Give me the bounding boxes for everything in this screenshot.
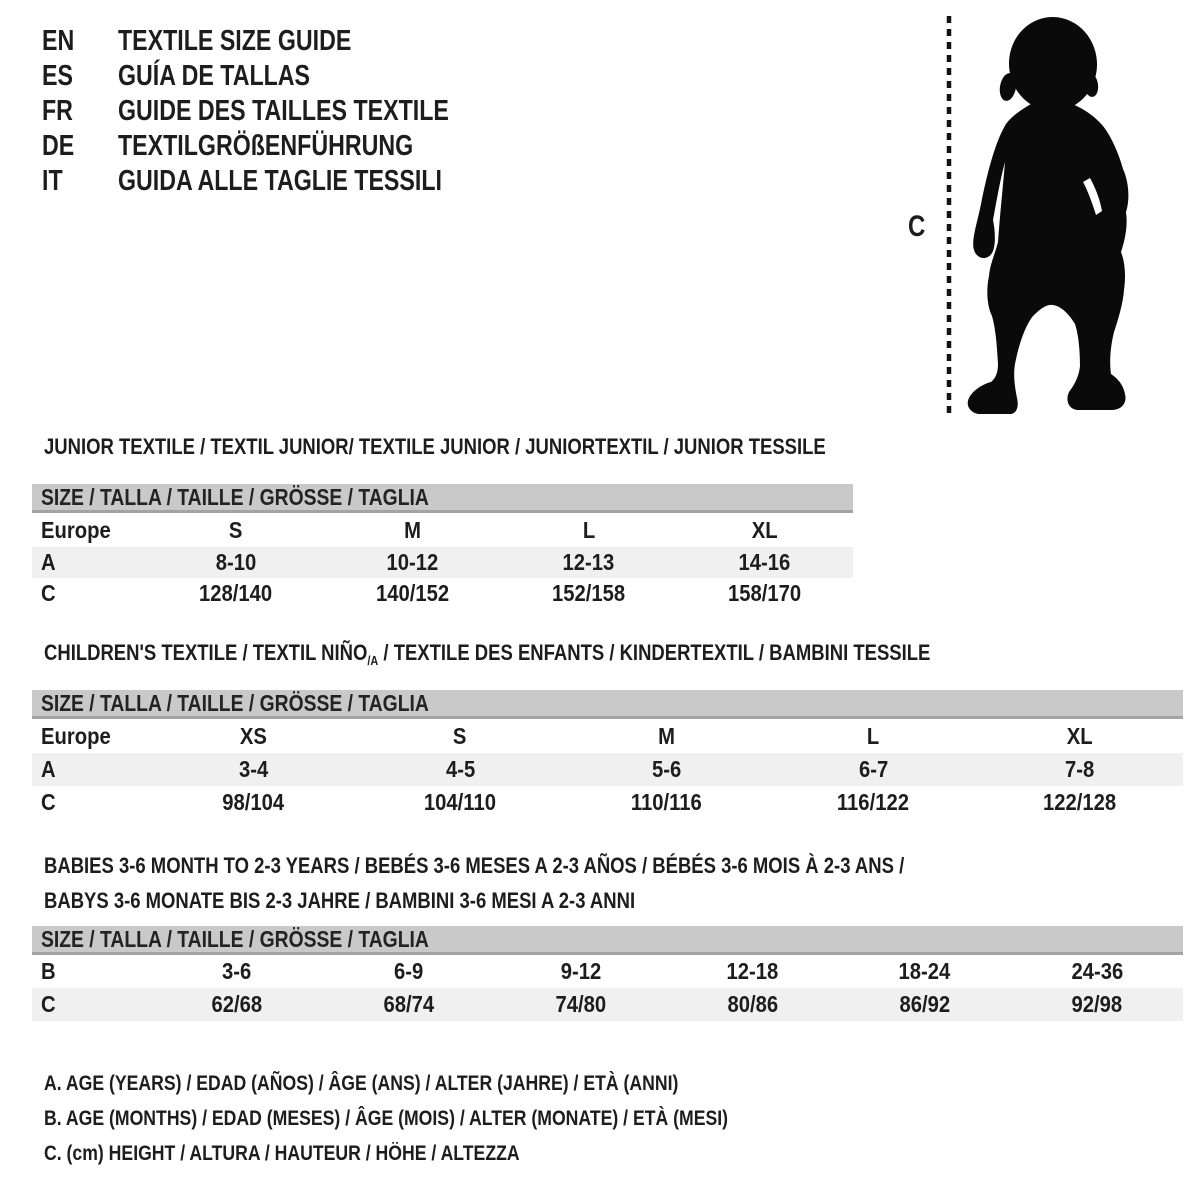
guide-title-es: GUÍA DE TALLAS: [118, 60, 311, 92]
size-cell: S: [453, 722, 467, 749]
age-cell: 14-16: [738, 549, 791, 575]
height-cell: 80/86: [727, 991, 779, 1017]
height-cell: 74/80: [555, 991, 606, 1017]
language-row-en: [42, 24, 551, 59]
age-cell: 6-7: [858, 756, 888, 782]
measure-legend: [44, 1066, 858, 1171]
children-row-europe: [32, 719, 1183, 753]
height-cell: 116/122: [837, 788, 910, 815]
height-cell: 152/158: [551, 580, 626, 606]
height-cell: 104/110: [424, 788, 497, 815]
size-cell: XL: [751, 516, 778, 543]
children-row-age: [32, 753, 1183, 786]
row-label: C: [41, 991, 56, 1017]
age-cell: 7-8: [1065, 756, 1095, 782]
language-code-de: DE: [42, 130, 75, 162]
language-code-es: ES: [42, 60, 73, 92]
age-cell: 10-12: [386, 549, 439, 575]
height-cell: 140/152: [375, 580, 449, 606]
height-cell: 158/170: [728, 580, 802, 606]
height-cell: 110/116: [631, 788, 703, 815]
height-cell: 92/98: [1071, 991, 1123, 1017]
language-code-it: IT: [42, 165, 63, 197]
height-cell: 86/92: [899, 991, 951, 1017]
junior-row-europe: [32, 513, 853, 547]
height-cell: 62/68: [211, 991, 262, 1017]
row-label: Europe: [41, 722, 111, 749]
row-label: B: [41, 958, 56, 984]
babies-size-table: [32, 926, 1183, 1021]
row-label: C: [41, 580, 56, 606]
legend-height-cm: C. (cm) HEIGHT / ALTURA / HAUTEUR / HÖHE / ALTEZZA: [44, 1142, 520, 1165]
row-label: Europe: [41, 516, 111, 543]
section-title-junior: JUNIOR TEXTILE / TEXTIL JUNIOR/ TEXTILE JUNIOR / JUNIORTEXTIL / JUNIOR TESSILE: [44, 434, 826, 459]
babies-title-line2: BABYS 3-6 MONATE BIS 2-3 JAHRE / BAMBINI 3-6 MESI A 2-3 ANNI: [44, 888, 636, 913]
height-cell: 128/140: [199, 580, 273, 606]
nino-a-subscript: /A: [367, 653, 379, 668]
section-title-babies: [44, 848, 1068, 918]
babies-row-age-months: [32, 955, 1183, 988]
language-row-es: [42, 59, 551, 94]
size-cell: L: [867, 722, 880, 749]
age-cell: 3-4: [238, 756, 269, 782]
legend-age-years: A. AGE (YEARS) / EDAD (AÑOS) / ÂGE (ANS) / ALTER (JAHRE) / ETÀ (ANNI): [44, 1072, 679, 1095]
size-cell: S: [229, 516, 243, 543]
height-cell: 68/74: [383, 991, 434, 1017]
size-cell: L: [582, 516, 595, 543]
section-title-children: CHILDREN'S TEXTILE / TEXTIL $NIÑO_{/A}$ / TEXTILE DES ENFANTS / KINDERTEXTIL / BAMBINI TESSILE: [44, 640, 931, 668]
size-cell: M: [403, 516, 421, 543]
guide-title-de: TEXTILGRÖßENFÜHRUNG: [118, 130, 414, 162]
height-measure-label: C: [908, 210, 926, 243]
size-cell: XS: [240, 722, 268, 749]
babies-title-line1: BABIES 3-6 MONTH TO 2-3 YEARS / BEBÉS 3-6 MESES A 2-3 AÑOS / BÉBÉS 3-6 MOIS À 2-3 ANS /: [44, 853, 905, 878]
age-cell: 6-9: [393, 958, 424, 984]
age-cell: 5-6: [652, 756, 682, 782]
age-cell: 3-6: [221, 958, 252, 984]
age-cell: 4-5: [445, 756, 475, 782]
legend-age-months: B. AGE (MONTHS) / EDAD (MESES) / ÂGE (MOIS) / ALTER (MONATE) / ETÀ (MESI): [44, 1107, 729, 1130]
children-size-table: [32, 690, 1183, 818]
row-label: A: [41, 756, 56, 782]
language-title-list: [42, 24, 551, 199]
age-cell: 24-36: [1071, 958, 1123, 984]
age-cell: 8-10: [215, 549, 257, 575]
toddler-silhouette-icon: [953, 14, 1139, 418]
size-cell: M: [658, 722, 676, 749]
row-label: C: [41, 788, 56, 815]
language-row-fr: [42, 94, 551, 129]
age-cell: 9-12: [560, 958, 601, 984]
guide-title-it: GUIDA ALLE TAGLIE TESSILI: [118, 165, 442, 197]
age-cell: 12-13: [562, 549, 615, 575]
babies-row-height: [32, 988, 1183, 1021]
guide-title-en: TEXTILE SIZE GUIDE: [118, 25, 352, 57]
age-cell: 12-18: [726, 958, 779, 984]
junior-table-header: SIZE / TALLA / TAILLE / GRÖSSE / TAGLIA: [32, 484, 853, 513]
junior-size-table: [32, 484, 853, 609]
age-cell: 18-24: [898, 958, 951, 984]
children-table-header: SIZE / TALLA / TAILLE / GRÖSSE / TAGLIA: [32, 690, 1183, 719]
language-row-de: [42, 129, 551, 164]
junior-row-age: [32, 547, 853, 578]
language-code-en: EN: [42, 25, 75, 57]
children-row-height: [32, 786, 1183, 818]
row-label: A: [41, 549, 56, 575]
babies-table-header: SIZE / TALLA / TAILLE / GRÖSSE / TAGLIA: [32, 926, 1183, 955]
height-cell: 98/104: [222, 788, 285, 815]
language-code-fr: FR: [42, 95, 73, 127]
height-cell: 122/128: [1043, 788, 1117, 815]
guide-title-fr: GUIDE DES TAILLES TEXTILE: [118, 95, 449, 127]
language-row-it: [42, 164, 551, 199]
size-cell: XL: [1066, 722, 1093, 749]
junior-row-height: [32, 578, 853, 609]
